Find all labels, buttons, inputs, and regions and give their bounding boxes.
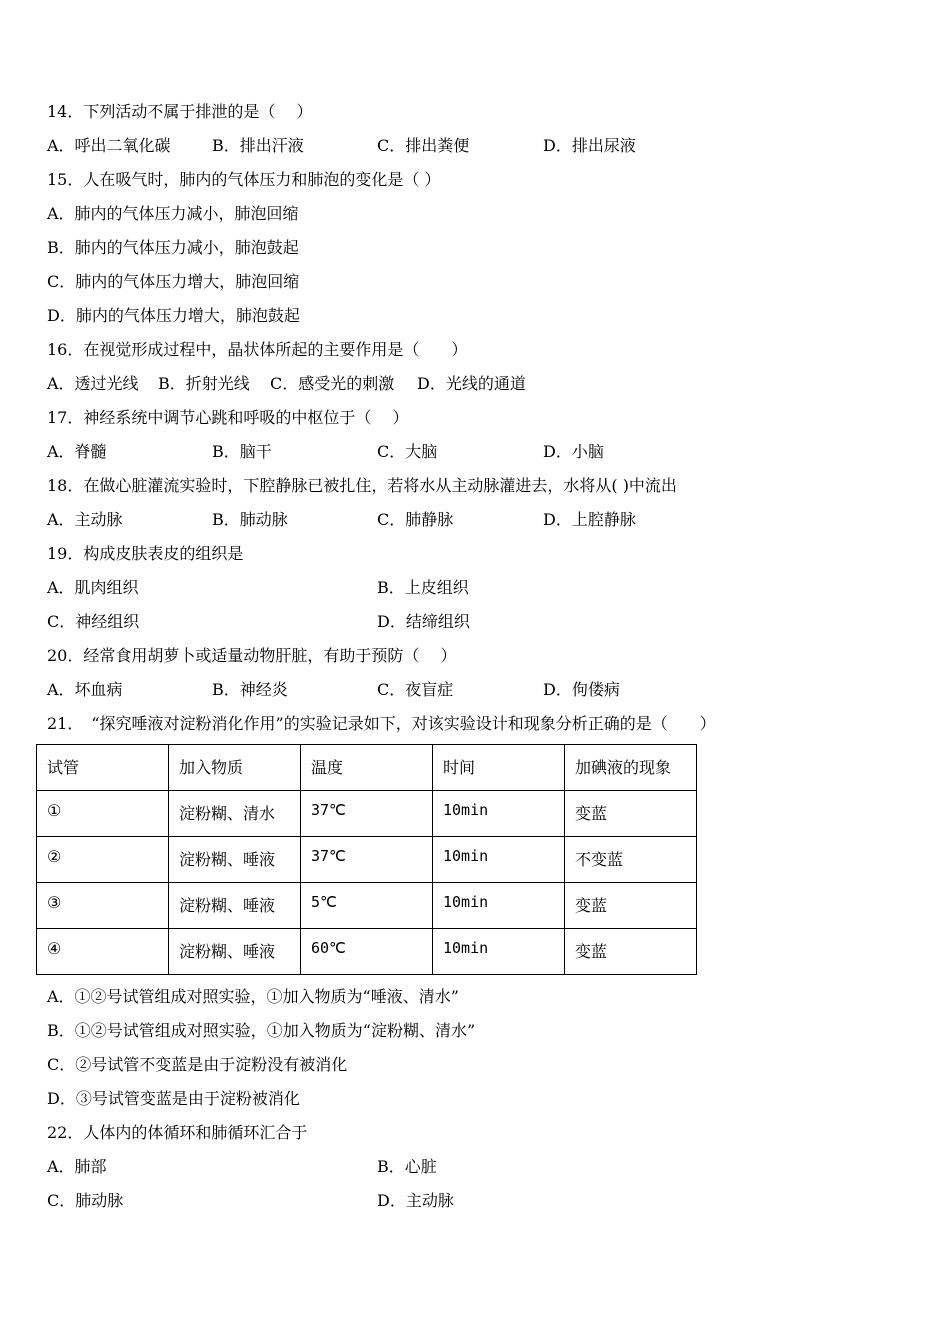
- table-header-row: [37, 745, 697, 791]
- q21-option-b: B．①②号试管组成对照实验，①加入物质为“淀粉糊、清水”: [47, 1021, 476, 1040]
- table-cell: 变蓝: [565, 883, 697, 929]
- table-cell: 10min: [433, 837, 565, 883]
- table-cell: 淀粉糊、唾液: [169, 837, 301, 883]
- table-cell: 淀粉糊、清水: [169, 791, 301, 837]
- q17-option-c: C．大脑: [377, 442, 438, 461]
- table-header-cell: 时间: [433, 745, 565, 791]
- q19-option-d: D．结缔组织: [377, 612, 470, 631]
- q19-option-c: C．神经组织: [47, 612, 140, 631]
- question-21-stem: 21． “探究唾液对淀粉消化作用”的实验记录如下，对该实验设计和现象分析正确的是（ ）: [47, 714, 716, 733]
- q22-option-d: D．主动脉: [377, 1191, 454, 1210]
- table-cell: 37℃: [301, 791, 433, 837]
- q22-option-c: C．肺动脉: [47, 1191, 124, 1210]
- q19-option-a: A．肌肉组织: [47, 578, 139, 597]
- question-14-stem: 14．下列活动不属于排泄的是（ ）: [47, 102, 313, 121]
- q18-option-d: D．上腔静脉: [543, 510, 636, 529]
- table-header-cell: 试管: [37, 745, 169, 791]
- q14-option-a: A．呼出二氧化碳: [47, 136, 171, 155]
- table-row: [37, 883, 697, 929]
- question-20-stem: 20．经常食用胡萝卜或适量动物肝脏，有助于预防（ ）: [47, 646, 457, 665]
- q20-option-c: C．夜盲症: [377, 680, 454, 699]
- table-header-cell: 加入物质: [169, 745, 301, 791]
- table-cell: 60℃: [301, 929, 433, 975]
- q20-option-d: D．佝偻病: [543, 680, 620, 699]
- q21-option-a: A．①②号试管组成对照实验，①加入物质为“唾液、清水”: [47, 987, 459, 1006]
- table-cell: 37℃: [301, 837, 433, 883]
- table-cell: 10min: [433, 929, 565, 975]
- question-16-stem: 16．在视觉形成过程中，晶状体所起的主要作用是（ ）: [47, 340, 468, 359]
- q14-option-b: B．排出汗液: [212, 136, 304, 155]
- q20-option-b: B．神经炎: [212, 680, 288, 699]
- question-15-stem: 15．人在吸气时，肺内的气体压力和肺泡的变化是（ ）: [47, 170, 441, 189]
- q17-option-a: A．脊髓: [47, 442, 107, 461]
- q14-option-c: C．排出粪便: [377, 136, 470, 155]
- q15-option-a: A．肺内的气体压力减小，肺泡回缩: [47, 204, 299, 223]
- q22-option-a: A．肺部: [47, 1157, 107, 1176]
- table-header-cell: 温度: [301, 745, 433, 791]
- q20-option-a: A．坏血病: [47, 680, 123, 699]
- table-cell: 10min: [433, 791, 565, 837]
- q15-option-b: B．肺内的气体压力减小，肺泡鼓起: [47, 238, 299, 257]
- question-19-stem: 19．构成皮肤表皮的组织是: [47, 544, 244, 563]
- table-cell: 变蓝: [565, 929, 697, 975]
- table-cell: 5℃: [301, 883, 433, 929]
- table-row: [37, 791, 697, 837]
- table-cell: ②: [37, 837, 169, 883]
- q14-option-d: D．排出尿液: [543, 136, 636, 155]
- table-cell: ③: [37, 883, 169, 929]
- q16-option-a: A．透过光线: [47, 374, 139, 393]
- table-cell: 10min: [433, 883, 565, 929]
- q21-option-c: C．②号试管不变蓝是由于淀粉没有被消化: [47, 1055, 348, 1074]
- q15-option-c: C．肺内的气体压力增大，肺泡回缩: [47, 272, 300, 291]
- q16-option-d: D．光线的通道: [417, 374, 526, 393]
- q22-option-b: B．心脏: [377, 1157, 437, 1176]
- q17-option-b: B．脑干: [212, 442, 272, 461]
- q19-option-b: B．上皮组织: [377, 578, 469, 597]
- table-cell: ①: [37, 791, 169, 837]
- table-row: [37, 837, 697, 883]
- table-cell: 不变蓝: [565, 837, 697, 883]
- q16-option-c: C．感受光的刺激: [270, 374, 395, 393]
- experiment-table: [36, 744, 697, 975]
- q21-option-d: D．③号试管变蓝是由于淀粉被消化: [47, 1089, 300, 1108]
- table-row: [37, 929, 697, 975]
- q18-option-a: A．主动脉: [47, 510, 123, 529]
- q18-option-c: C．肺静脉: [377, 510, 454, 529]
- q16-option-b: B．折射光线: [158, 374, 250, 393]
- question-18-stem: 18．在做心脏灌流实验时，下腔静脉已被扎住，若将水从主动脉灌进去，水将从( )中流出: [47, 476, 677, 495]
- table-header-cell: 加碘液的现象: [565, 745, 697, 791]
- question-17-stem: 17．神经系统中调节心跳和呼吸的中枢位于（ ）: [47, 408, 409, 427]
- q15-option-d: D．肺内的气体压力增大，肺泡鼓起: [47, 306, 300, 325]
- table-cell: 淀粉糊、唾液: [169, 929, 301, 975]
- q18-option-b: B．肺动脉: [212, 510, 288, 529]
- q17-option-d: D．小脑: [543, 442, 604, 461]
- table-cell: 淀粉糊、唾液: [169, 883, 301, 929]
- table-cell: 变蓝: [565, 791, 697, 837]
- table-cell: ④: [37, 929, 169, 975]
- question-22-stem: 22．人体内的体循环和肺循环汇合于: [47, 1123, 308, 1142]
